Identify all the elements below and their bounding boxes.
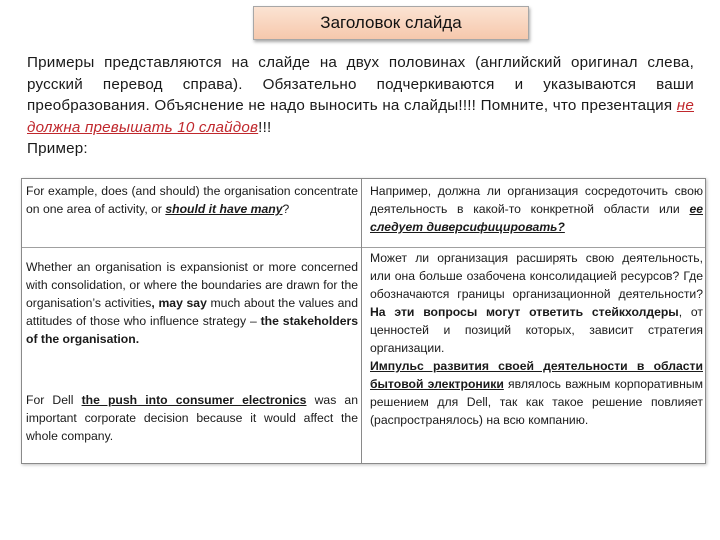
english-paragraph bbox=[26, 258, 358, 348]
english-text: For Dell bbox=[26, 393, 82, 407]
russian-cell bbox=[362, 179, 705, 247]
russian-highlight: ее следует диверсифицировать? bbox=[370, 202, 703, 234]
russian-text: , от ценностей и позиций которых, зависит стратегия организации. bbox=[370, 305, 703, 355]
english-highlight: should it have many bbox=[165, 202, 283, 216]
english-text: For example, does (and should) the organisation concentrate on one area of activity, or bbox=[26, 184, 358, 216]
english-paragraph bbox=[26, 391, 358, 445]
intro-text: Примеры представляются на слайде на двух половинах (английский оригинал слева, русский перевод справа). Обязательно подчеркиваются и указываются ваши преобразования. Объяснение не надо выносить на слайды!!!! Помните, что презентация bbox=[27, 54, 694, 115]
english-bold: may say bbox=[158, 296, 207, 310]
russian-bold: На эти вопросы могут ответить стейкхолдеры bbox=[370, 305, 679, 319]
example-table bbox=[21, 178, 706, 464]
intro-emphasis: не должна превышать 10 слайдов bbox=[27, 97, 694, 136]
table-row bbox=[22, 247, 705, 463]
russian-text: Может ли организация расширять свою деятельность, или она больше озабочена консолидацией ресурсов? Где обозначаются границы организационной деятельности? bbox=[370, 251, 703, 301]
example-label: Пример: bbox=[27, 140, 88, 158]
english-text: was an important corporate decision because it would affect the whole company. bbox=[26, 393, 358, 443]
english-text: much about the values and attitudes of those who influence strategy – bbox=[26, 296, 358, 328]
russian-paragraph bbox=[370, 357, 703, 429]
english-text: Whether an organisation is expansionist or more concerned with consolidation, or where the boundaries are drawn for the organisation’s activities bbox=[26, 260, 358, 310]
english-text-end: ? bbox=[282, 202, 290, 216]
intro-exclamation: !!! bbox=[258, 118, 272, 136]
intro-paragraph bbox=[27, 52, 694, 160]
english-cell bbox=[22, 247, 362, 463]
russian-cell bbox=[362, 247, 705, 463]
russian-highlight: Импульс развития своей деятельности в области бытовой электроники bbox=[370, 359, 703, 391]
table-row bbox=[22, 179, 705, 248]
english-highlight: the push into consumer electronics bbox=[81, 393, 307, 407]
slide-title: Заголовок слайда bbox=[320, 13, 462, 32]
english-cell bbox=[22, 179, 362, 247]
slide-title-box bbox=[253, 6, 529, 40]
russian-text: являлось важным корпоративным решением для Dell, так как такое решение повлияет (распространялось) на всю компанию. bbox=[370, 377, 703, 427]
russian-paragraph bbox=[370, 249, 703, 357]
russian-text: Например, должна ли организация сосредоточить свою деятельность в какой-то конкретной области или bbox=[370, 184, 703, 216]
english-bold: the stakeholders of the organisation. bbox=[26, 314, 358, 346]
english-comma: , bbox=[151, 296, 155, 310]
